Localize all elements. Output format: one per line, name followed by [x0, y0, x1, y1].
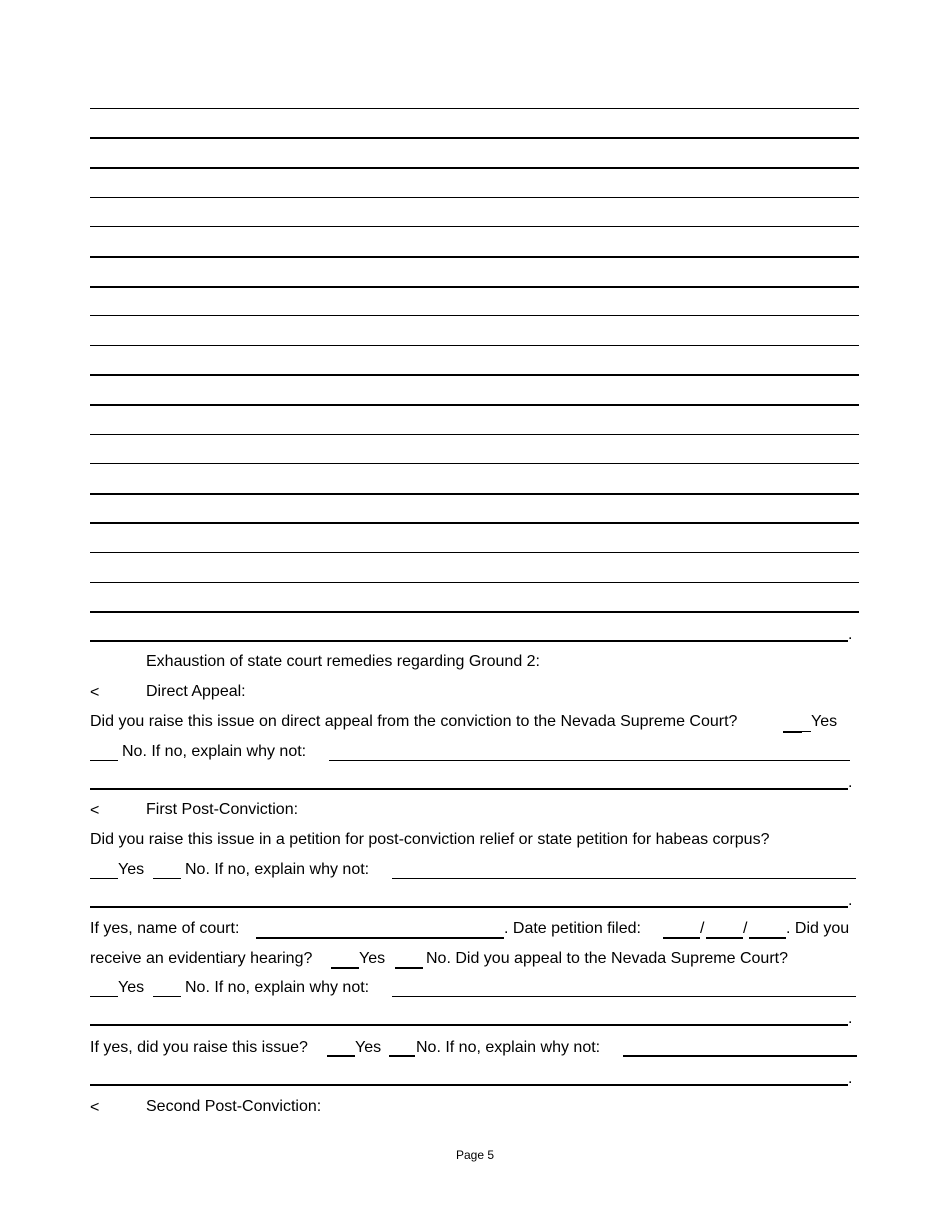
raise-explain-line-2[interactable] — [90, 1084, 848, 1086]
direct-appeal-no-explain: No. If no, explain why not: — [122, 743, 307, 760]
raise-no-explain: No. If no, explain why not: — [416, 1039, 601, 1056]
direct-appeal-yes-blank-ext[interactable] — [802, 731, 811, 732]
first-post-label: First Post-Conviction: — [146, 801, 299, 818]
date-month-field[interactable] — [663, 937, 700, 939]
evidentiary-question: receive an evidentiary hearing? — [90, 950, 313, 967]
appeal-no-explain: No. If no, explain why not: — [185, 979, 370, 996]
first-post-no-blank[interactable] — [153, 878, 181, 879]
raise-no-blank[interactable] — [389, 1055, 415, 1057]
exhaustion-heading: Exhaustion of state court remedies regarding Ground 2: — [146, 653, 540, 670]
answer-line[interactable] — [90, 463, 859, 464]
raise-explain-line[interactable] — [623, 1055, 857, 1057]
date-slash: / — [743, 920, 748, 937]
answer-line[interactable] — [90, 345, 859, 346]
first-post-question: Did you raise this issue in a petition for post-conviction relief or state petition for habeas corpus? — [90, 831, 770, 848]
line-period: . — [848, 892, 853, 909]
did-you-text: . Did you — [786, 920, 850, 937]
raise-yes: Yes — [355, 1039, 382, 1056]
first-post-no-explain: No. If no, explain why not: — [185, 861, 370, 878]
direct-appeal-label: Direct Appeal: — [146, 683, 246, 700]
appeal-yes: Yes — [118, 979, 145, 996]
date-slash: / — [700, 920, 705, 937]
bullet: < — [90, 684, 100, 701]
answer-line[interactable] — [90, 493, 859, 495]
appeal-question: No. Did you appeal to the Nevada Supreme Court? — [426, 950, 788, 967]
direct-appeal-explain-line-2[interactable] — [90, 788, 848, 790]
answer-line[interactable] — [90, 108, 859, 109]
appeal-explain-line-2[interactable] — [90, 1024, 848, 1026]
date-day-field[interactable] — [706, 937, 743, 939]
answer-line[interactable] — [90, 404, 859, 406]
answer-line-last[interactable] — [90, 640, 848, 642]
appeal-yes-blank[interactable] — [90, 996, 118, 997]
first-post-yes: Yes — [118, 861, 145, 878]
answer-line[interactable] — [90, 611, 859, 613]
line-period: . — [848, 1010, 853, 1027]
bullet: < — [90, 1099, 100, 1116]
answer-line[interactable] — [90, 552, 859, 553]
direct-appeal-no-blank[interactable] — [90, 760, 118, 761]
date-year-field[interactable] — [749, 937, 786, 939]
bullet: < — [90, 802, 100, 819]
first-post-explain-line[interactable] — [392, 878, 856, 879]
appeal-explain-line[interactable] — [392, 996, 856, 997]
appeal-no-blank[interactable] — [153, 996, 181, 997]
first-post-yes-blank[interactable] — [90, 878, 118, 879]
court-name-prefix: If yes, name of court: — [90, 920, 240, 937]
date-filed-label: . Date petition filed: — [504, 920, 641, 937]
answer-line[interactable] — [90, 167, 859, 169]
answer-line[interactable] — [90, 197, 859, 198]
first-post-explain-line-2[interactable] — [90, 906, 848, 908]
answer-line[interactable] — [90, 286, 859, 288]
line-period: . — [848, 774, 853, 791]
evidentiary-yes-blank[interactable] — [331, 967, 359, 969]
answer-line[interactable] — [90, 226, 859, 227]
page-number: Page 5 — [455, 1148, 495, 1162]
evidentiary-yes: Yes — [359, 950, 386, 967]
direct-appeal-question: Did you raise this issue on direct appeal from the conviction to the Nevada Supreme Court? — [90, 713, 738, 730]
line-period: . — [848, 1070, 853, 1087]
court-name-field[interactable] — [256, 937, 504, 939]
direct-appeal-yes-blank[interactable] — [783, 731, 802, 733]
answer-line[interactable] — [90, 315, 859, 316]
answer-line[interactable] — [90, 582, 859, 583]
answer-line[interactable] — [90, 434, 859, 435]
line-period: . — [848, 626, 853, 643]
raise-issue-question: If yes, did you raise this issue? — [90, 1039, 308, 1056]
answer-line[interactable] — [90, 522, 859, 524]
direct-appeal-explain-line[interactable] — [329, 760, 850, 761]
second-post-label: Second Post-Conviction: — [146, 1098, 322, 1115]
answer-line[interactable] — [90, 256, 859, 258]
answer-line[interactable] — [90, 374, 859, 376]
answer-line[interactable] — [90, 137, 859, 139]
raise-yes-blank[interactable] — [327, 1055, 355, 1057]
direct-appeal-yes: Yes — [811, 713, 838, 730]
evidentiary-no-blank[interactable] — [395, 967, 423, 969]
